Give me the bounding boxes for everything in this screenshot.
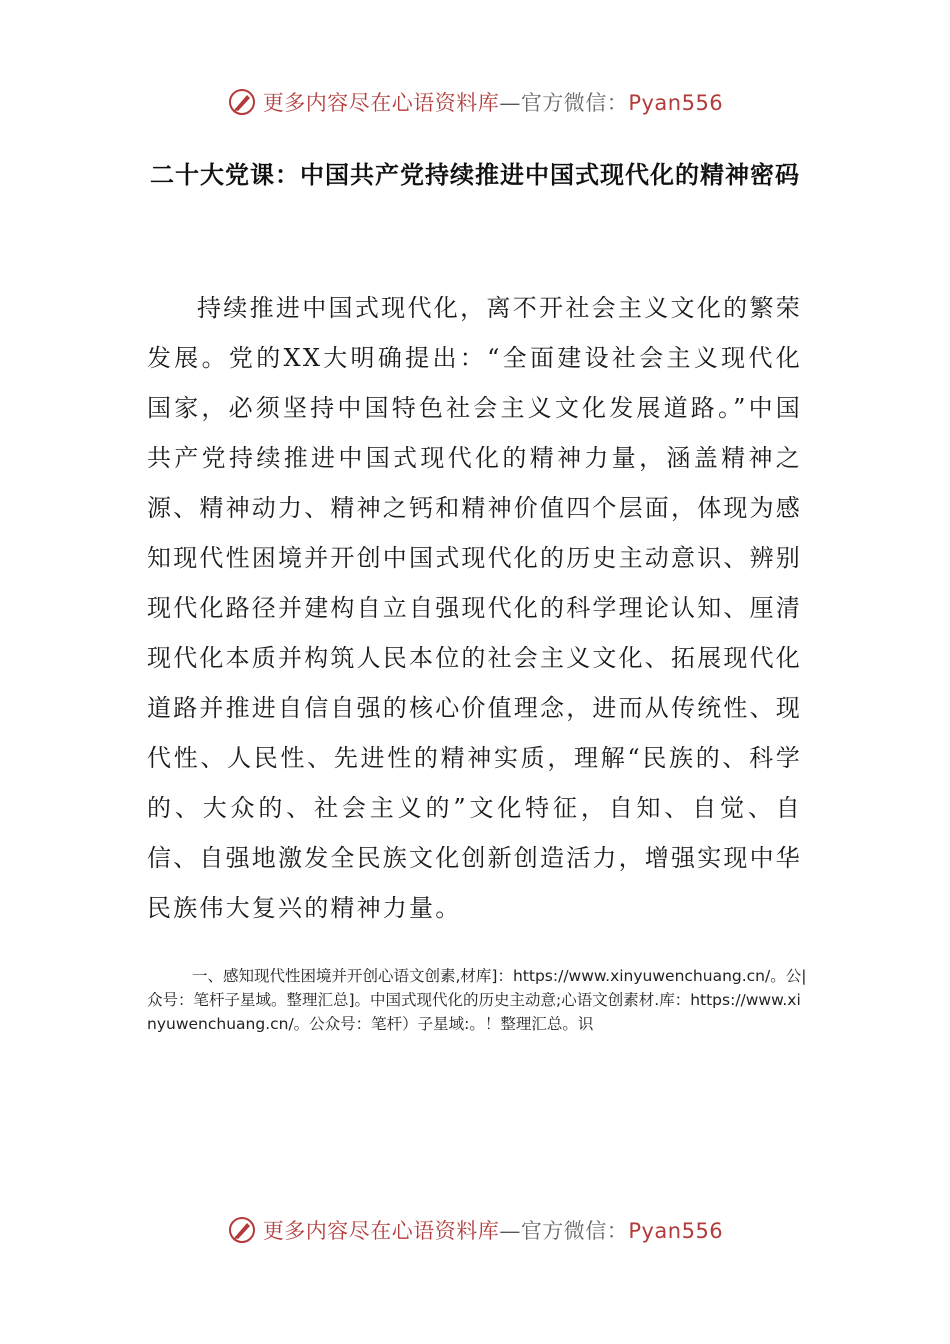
- banner-official: 官方微信：: [520, 91, 629, 115]
- banner-main: 更多内容尽在心语资料库: [262, 91, 500, 115]
- banner-text: [263, 87, 723, 117]
- banner-separator: —: [499, 91, 521, 115]
- header-banner: [0, 82, 950, 122]
- banner-separator: —: [499, 1219, 521, 1243]
- pen-logo-icon: [227, 87, 257, 117]
- footer-banner: [0, 1210, 950, 1250]
- document-title: 二十大党课：中国共产党持续推进中国式现代化的精神密码: [150, 161, 800, 189]
- banner-text: [263, 1215, 723, 1245]
- banner-official: 官方微信：: [520, 1219, 629, 1243]
- section-one-paragraph: 一、感知现代性困境并开创心语文创素,材库]：https://www.xinyuwenchuang.cn/。公|众号：笔杆子星域。整理汇总]。中国式现代化的历史主动意;心语文创素材.库：https://www.xinyuwenchuang.cn/。公众号：笔杆）子星域:。！整理汇总。识: [147, 967, 807, 1033]
- banner-wechat-id: Pyan556: [628, 1219, 724, 1243]
- body-paragraph: 持续推进中国式现代化，离不开社会主义文化的繁荣发展。党的XX大明确提出：“全面建设社会主义现代化国家，必须坚持中国特色社会主义文化发展道路。”中国共产党持续推进中国式现代化的精神力量，涵盖精神之源、精神动力、精神之钙和精神价值四个层面，体现为感知现代性困境并开创中国式现代化的历史主动意识、辨别现代化路径并建构自立自强现代化的科学理论认知、厘清现代化本质并构筑人民本位的社会主义文化、拓展现代化道路并推进自信自强的核心价值理念，进而从传统性、现代性、人民性、先进性的精神实质，理解“民族的、科学的、大众的、社会主义的”文化特征，自知、自觉、自信、自强地激发全民族文化创新创造活力，增强实现中华民族伟大复兴的精神力量。: [147, 294, 802, 922]
- banner-wechat-id: Pyan556: [628, 91, 724, 115]
- banner-main: 更多内容尽在心语资料库: [262, 1219, 500, 1243]
- pen-logo-icon: [227, 1215, 257, 1245]
